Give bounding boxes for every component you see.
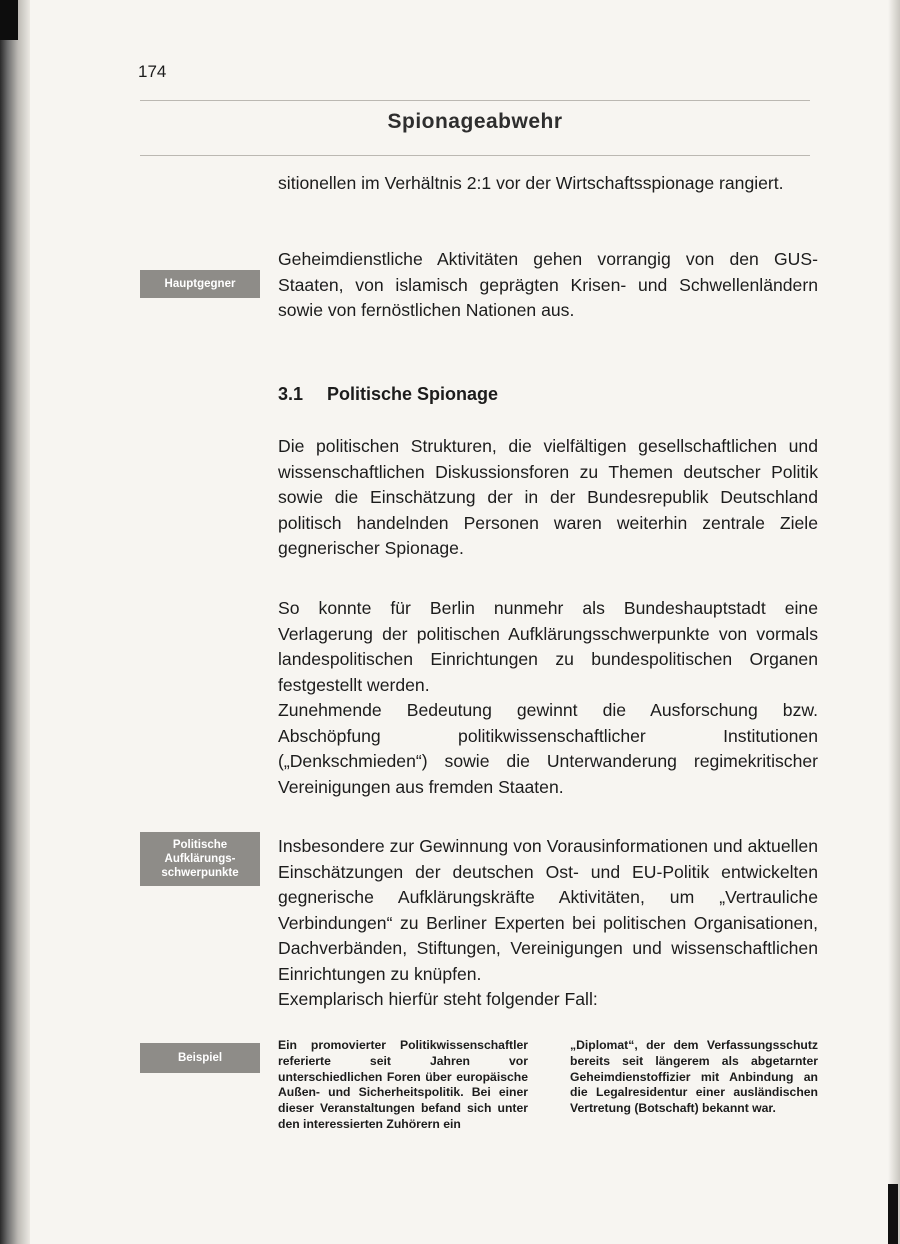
paragraph-political-structures <box>278 434 818 562</box>
paragraph: Exemplarisch hierfür steht folgender Fall: <box>278 989 598 1009</box>
paragraph: Die politischen Strukturen, die vielfältigen gesellschaftlichen und wissenschaftlichen Diskussionsforen zu Themen deutscher Politik sowie die Einschätzung der in der Bundesrepublik Deutschland politisch handelnden Personen waren weiterhin zentrale Ziele gegnerischer Spionage. <box>278 436 818 558</box>
margin-label-hauptgegner: Hauptgegner <box>140 270 260 298</box>
example-column-left: Ein promovierter Politikwissenschaftler referierte seit Jahren vor unterschiedlichen Foren über europäische Außen- und Sicherheitspolitik. Bei einer dieser Veranstaltungen befand sich unter den interessierten Zuhörern ein <box>278 1038 528 1131</box>
header-rule-bottom <box>140 155 810 156</box>
section-number: 3.1 <box>278 384 304 404</box>
page-number: 174 <box>138 62 167 81</box>
paragraph: Zunehmende Bedeutung gewinnt die Ausforschung bzw. Abschöpfung politikwissenschaftlicher Institutionen („Denkschmieden“) sowie die Unterwanderung regimekritischer Vereinigungen aus fremden Staaten. <box>278 700 818 797</box>
paragraph: Insbesondere zur Gewinnung von Vorausinformationen und aktuellen Einschätzungen der deutschen Ost- und EU-Politik entwickelten gegnerische Aufklärungskräfte Aktivitäten, um „Vertrauliche Verbindungen“ zu Berliner Experten bei politischen Organisationen, Dachverbänden, Stiftungen, Vereinigungen und wissenschaftlichen Einrichtungen zu knüpfen. <box>278 836 818 984</box>
margin-label-politische-aufklaerungsschwerpunkte: Politische Aufklärungs-schwerpunkte <box>140 832 260 886</box>
section-title: Politische Spionage <box>327 384 499 404</box>
paragraph: So konnte für Berlin nunmehr als Bundeshauptstadt eine Verlagerung der politischen Aufklärungsschwerpunkte von vormals landespolitischen Einrichtungen zu bundespolitischen Organen festgestellt werden. <box>278 598 818 695</box>
scan-corner-mark <box>888 1184 898 1244</box>
paragraph: sitionellen im Verhältnis 2:1 vor der Wirtschaftsspionage rangiert. <box>278 173 784 193</box>
page-edge-shadow <box>888 0 900 1244</box>
margin-label-beispiel: Beispiel <box>140 1043 260 1073</box>
section-heading <box>278 384 498 405</box>
paragraph-berlin <box>278 596 818 800</box>
running-head: Spionageabwehr <box>387 110 563 133</box>
scan-edge-mark <box>0 0 18 40</box>
paragraph-vorausinformationen <box>278 834 818 1013</box>
paragraph-continuation <box>278 171 818 197</box>
paragraph-hauptgegner <box>278 247 818 324</box>
header-rule-top <box>140 100 810 101</box>
book-spine-shadow <box>0 0 30 1244</box>
paragraph: Geheimdienstliche Aktivitäten gehen vorrangig von den GUS-Staaten, von islamisch geprägten Krisen- und Schwellenländern sowie von fernöstlichen Nationen aus. <box>278 249 818 320</box>
example-column-right: „Diplomat“, der dem Verfassungsschutz bereits seit längerem als abgetarnter Geheimdienstoffizier mit Anbindung an die Legalresidentur einer ausländischen Vertretung (Botschaft) bekannt war. <box>570 1038 818 1116</box>
